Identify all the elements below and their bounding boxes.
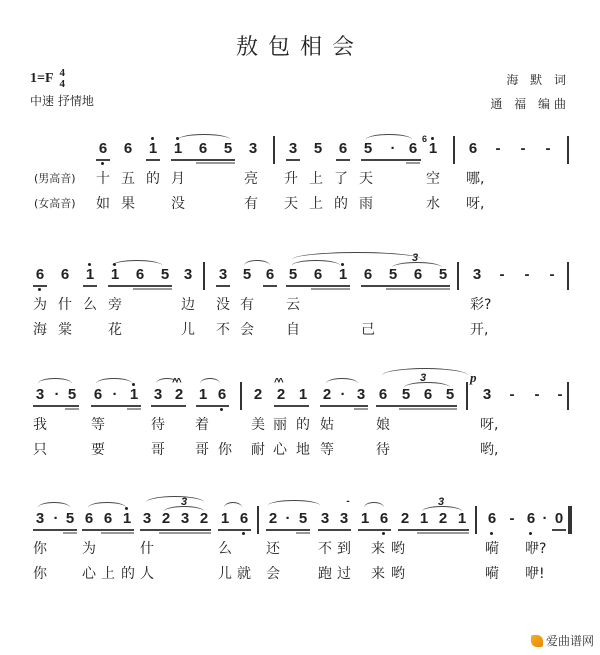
lyric: 会 xyxy=(240,322,254,338)
lyric: 开, xyxy=(470,322,489,338)
lyric: 哥 xyxy=(195,442,209,458)
notation-row: 3 · 5 6 6 1 3 2 3 2 3 1 6 2 · 5 3 3 - 1 6 2 1 2 1 3 6 - 6 · 0 xyxy=(0,510,600,530)
lyric: 我 xyxy=(33,417,47,433)
lyric: 花 xyxy=(108,322,122,338)
lyric: 什 xyxy=(58,297,72,313)
lyric: 水 xyxy=(426,196,440,212)
lyric: 儿 xyxy=(218,566,232,582)
lyric: 月 xyxy=(171,171,185,187)
watermark-text: 爱曲谱网 xyxy=(545,634,594,648)
lyric: 耐 xyxy=(251,442,265,458)
arranger: 通 福 编曲 xyxy=(490,97,570,111)
lyric: 待 xyxy=(376,442,390,458)
lyric: 的 xyxy=(121,566,135,582)
lyric: 你 xyxy=(33,541,47,557)
lyric: 哟, xyxy=(480,442,499,458)
lyric: 上 xyxy=(101,566,115,582)
lyric: 儿 xyxy=(181,322,195,338)
lyric: 天 xyxy=(284,196,298,212)
key-signature xyxy=(30,68,65,90)
lyric: 只 xyxy=(33,442,47,458)
staff-system-4 xyxy=(0,492,600,602)
key: 1=F xyxy=(30,71,54,87)
lyric: 雨 xyxy=(359,196,373,212)
lyric: 会 xyxy=(266,566,280,582)
lyric: 着 xyxy=(195,417,209,433)
lyric: 跑 xyxy=(318,566,332,582)
lyric: 呀, xyxy=(466,196,485,212)
lyric: 有 xyxy=(240,297,254,313)
lyric: 空 xyxy=(426,171,440,187)
lyric: 么 xyxy=(218,541,232,557)
lyric: 等 xyxy=(91,417,105,433)
lyric: 哟 xyxy=(391,541,405,557)
score-title: 敖包相会 xyxy=(235,35,364,60)
lyric: 哟 xyxy=(391,566,405,582)
staff-system-2 xyxy=(0,248,600,358)
lyric: 人 xyxy=(140,566,154,582)
notation-row: 6 6 1 1 6 5 3 3 5 6 5 · 6 6 1 6 - - - xyxy=(0,140,600,160)
lyric: 亮 xyxy=(244,171,258,187)
lyric: 美 xyxy=(251,417,265,433)
lyric: 自 xyxy=(286,322,300,338)
time-signature xyxy=(60,68,66,90)
lyric: 的 xyxy=(296,417,310,433)
lyric: 彩? xyxy=(470,297,492,313)
lyric: 棠 xyxy=(58,322,72,338)
lyric: 你 xyxy=(33,566,47,582)
lyric: 的 xyxy=(146,171,160,187)
time-top: 4 xyxy=(59,67,66,79)
lyric: 为 xyxy=(33,297,47,313)
lyric: 呀, xyxy=(480,417,499,433)
lyric: 升 xyxy=(284,171,298,187)
lyric: 哪, xyxy=(466,171,485,187)
lyric: 有 xyxy=(244,196,258,212)
lyric: 己 xyxy=(361,322,375,338)
staff-system-1 xyxy=(0,122,600,232)
notation-row: 6 6 1 1 6 5 3 3 5 6 5 6 1 6 5 6 5 3 3 - - - xyxy=(0,266,600,286)
lyric: 心 xyxy=(82,566,96,582)
lyric: 就 xyxy=(237,566,251,582)
lyric: 如 xyxy=(96,196,110,212)
lyric: 没 xyxy=(171,196,185,212)
lyric: 娘 xyxy=(376,417,390,433)
lyric: 地 xyxy=(296,442,310,458)
lyric: 云 xyxy=(286,297,300,313)
time-bottom: 4 xyxy=(59,78,66,90)
lyric: 咿? xyxy=(525,541,547,557)
lyric: 么 xyxy=(83,297,97,313)
lyric: 天 xyxy=(359,171,373,187)
lyric: 你 xyxy=(218,442,232,458)
lyricist: 海 默 词 xyxy=(506,73,570,87)
lyric: 五 xyxy=(121,171,135,187)
voice-label-female: (女高音) xyxy=(34,197,76,210)
lyric: 上 xyxy=(309,171,323,187)
lyric: 为 xyxy=(82,541,96,557)
lyric: 要 xyxy=(91,442,105,458)
lyric: 旁 xyxy=(108,297,122,313)
lyric: 心 xyxy=(273,442,287,458)
watermark xyxy=(531,632,594,649)
lyric: 边 xyxy=(181,297,195,313)
lyric: 哥 xyxy=(151,442,165,458)
lyric: 到 xyxy=(337,541,351,557)
lyric: 不 xyxy=(318,541,332,557)
lyric: 海 xyxy=(33,322,47,338)
credits xyxy=(490,68,570,116)
lyric: 上 xyxy=(309,196,323,212)
tempo-marking: 中速 抒情地 xyxy=(30,94,94,108)
notation-row: 3 · 5 6 · 1 3 2 ^^ 1 6 2 2 ^^ 1 2 · 3 6 5 6 5 3 p 3 - - - xyxy=(0,386,600,406)
lyric: 咿! xyxy=(525,566,545,582)
lyric: 等 xyxy=(320,442,334,458)
lyric: 待 xyxy=(151,417,165,433)
lyric: 来 xyxy=(371,541,385,557)
music-note-logo-icon xyxy=(531,635,543,647)
lyric: 嗬 xyxy=(485,541,499,557)
lyric: 果 xyxy=(121,196,135,212)
lyric: 还 xyxy=(266,541,280,557)
lyric: 过 xyxy=(337,566,351,582)
lyric: 了 xyxy=(334,171,348,187)
lyric: 的 xyxy=(334,196,348,212)
lyric: 没 xyxy=(216,297,230,313)
lyric: 嗬 xyxy=(485,566,499,582)
lyric: 不 xyxy=(216,322,230,338)
lyric: 丽 xyxy=(273,417,287,433)
lyric: 什 xyxy=(140,541,154,557)
voice-label-male: (男高音) xyxy=(34,172,76,185)
lyric: 十 xyxy=(96,171,110,187)
staff-system-3 xyxy=(0,368,600,478)
lyric: 来 xyxy=(371,566,385,582)
lyric: 姑 xyxy=(320,417,334,433)
